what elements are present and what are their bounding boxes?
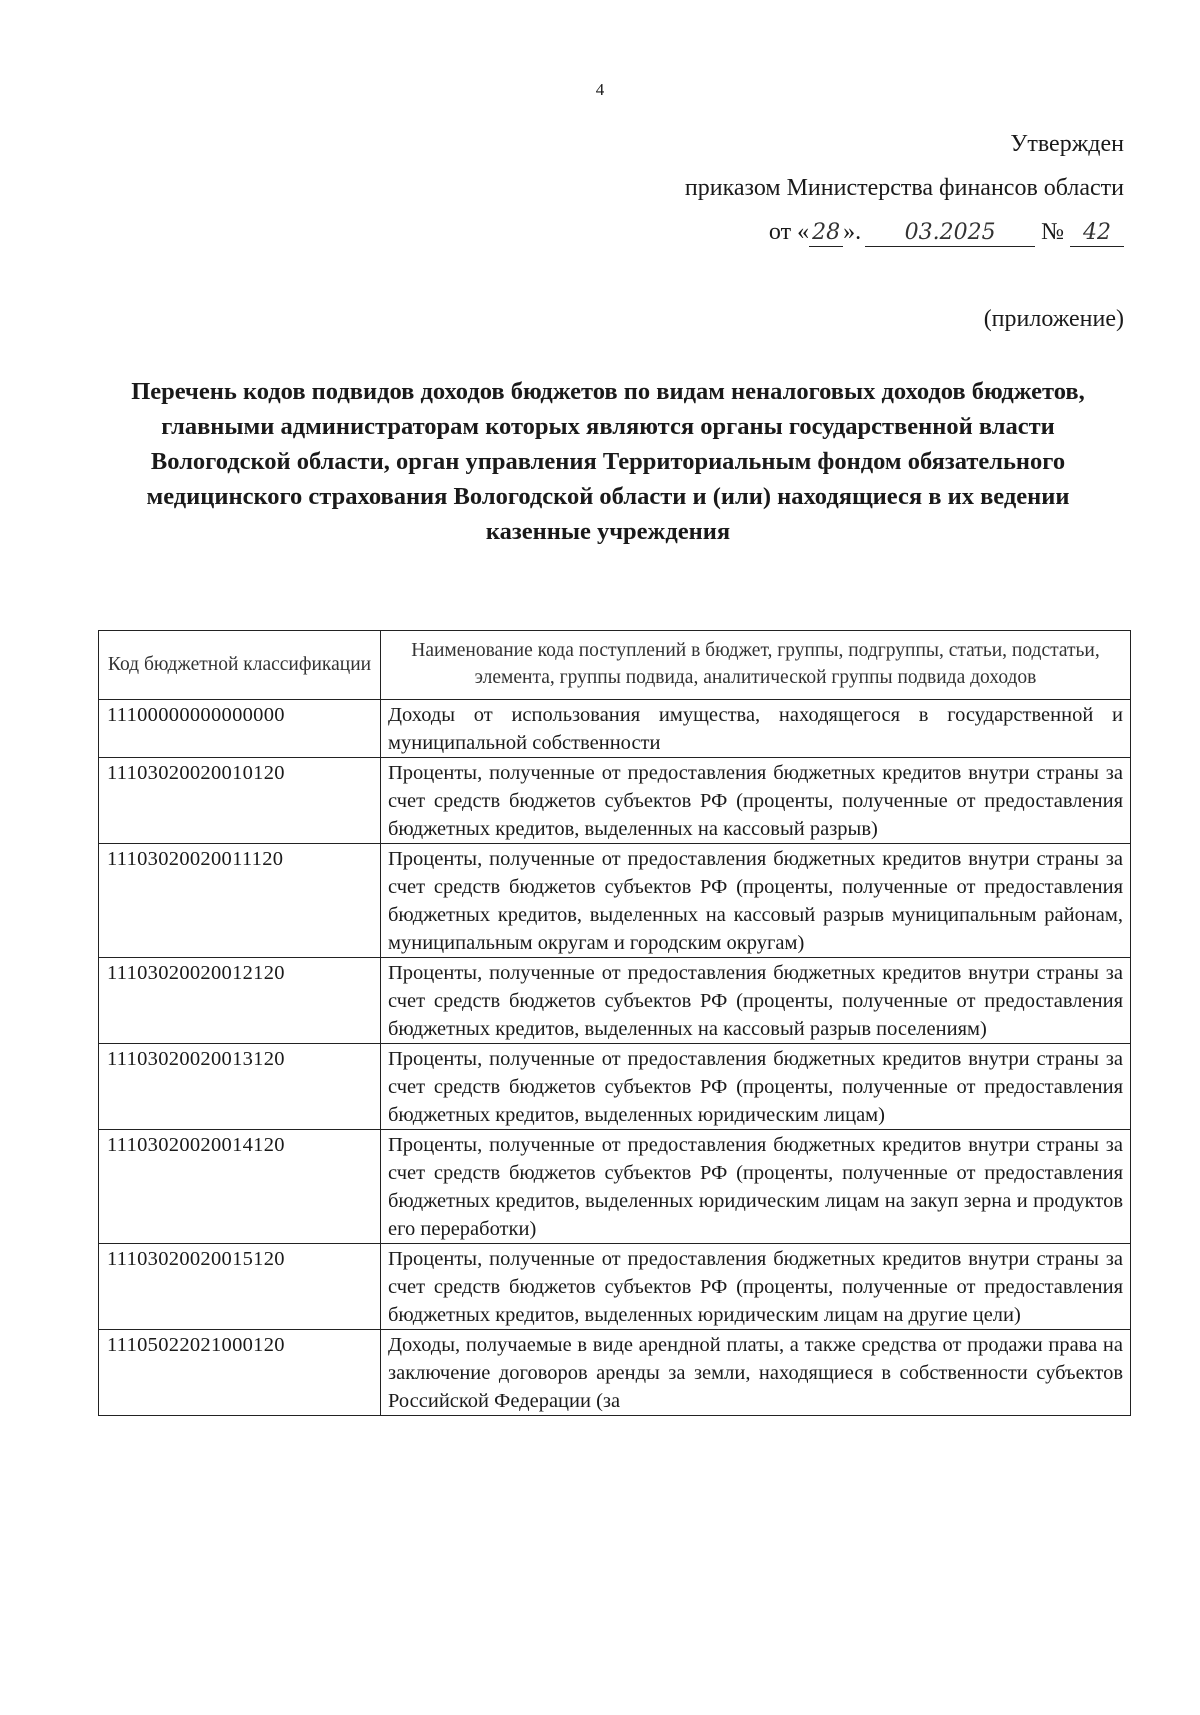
- document-title: Перечень кодов подвидов доходов бюджетов по видам неналоговых доходов бюджетов, главными администраторам которых являются органы государственной власти Вологодской области, орган управления Территориальным фондом обязательного медицинского страхования Вологодской области и (или) находящиеся в их ведении казенные учреждения: [131, 378, 1085, 545]
- handwritten-date: 03.2025: [865, 220, 1035, 247]
- row-name: Проценты, полученные от предоставления бюджетных кредитов внутри страны за счет средств бюджетов субъектов РФ (проценты, полученные от предоставления бюджетных кредитов, выделенных на кассовый разрыв поселениям): [381, 958, 1131, 1044]
- row-code: 11100000000000000: [99, 700, 381, 758]
- row-name: Проценты, полученные от предоставления бюджетных кредитов внутри страны за счет средств бюджетов субъектов РФ (проценты, полученные от предоставления бюджетных кредитов, выделенных юридическим лицам): [381, 1044, 1131, 1130]
- approval-date-line: [685, 210, 1124, 254]
- approval-block: [685, 122, 1124, 254]
- row-name: Доходы, получаемые в виде арендной платы, а также средства от продажи права на заключение договоров аренды за земли, находящиеся в собственности субъектов Российской Федерации (за: [381, 1330, 1131, 1416]
- row-code: 11105022021000120: [99, 1330, 381, 1416]
- approval-order-text: приказом Министерства финансов области: [684, 175, 1124, 201]
- page-number: 4: [595, 80, 605, 99]
- row-name: Проценты, полученные от предоставления бюджетных кредитов внутри страны за счет средств бюджетов субъектов РФ (проценты, полученные от предоставления бюджетных кредитов, выделенных на кассовый разрыв муниципальным районам, муниципальным округам и городским округам): [381, 844, 1131, 958]
- appendix-label: (приложение): [983, 306, 1124, 332]
- table-row: [99, 1330, 1131, 1416]
- row-name: Проценты, полученные от предоставления бюджетных кредитов внутри страны за счет средств бюджетов субъектов РФ (проценты, полученные от предоставления бюджетных кредитов, выделенных юридическим лицам на другие цели): [381, 1244, 1131, 1330]
- handwritten-day: 28: [809, 220, 843, 247]
- codes-table: [98, 630, 1131, 1416]
- table-header-row: [99, 631, 1131, 700]
- row-code: 11103020020014120: [99, 1130, 381, 1244]
- row-name: Доходы от использования имущества, находящегося в государственной и муниципальной собственности: [381, 700, 1131, 758]
- row-code: 11103020020013120: [99, 1044, 381, 1130]
- table-row: [99, 1044, 1131, 1130]
- number-label: №: [1041, 219, 1064, 245]
- date-prefix: от «: [768, 219, 810, 245]
- table-row: [99, 758, 1131, 844]
- table-row: [99, 700, 1131, 758]
- row-code: 11103020020010120: [99, 758, 381, 844]
- table-row: [99, 844, 1131, 958]
- header-name: Наименование кода поступлений в бюджет, группы, подгруппы, статьи, подстатьи, элемента, группы подвида, аналитической группы подвида доходов: [381, 631, 1131, 700]
- handwritten-order-number: 42: [1070, 220, 1124, 247]
- row-code: 11103020020015120: [99, 1244, 381, 1330]
- row-name: Проценты, полученные от предоставления бюджетных кредитов внутри страны за счет средств бюджетов субъектов РФ (проценты, полученные от предоставления бюджетных кредитов, выделенных юридическим лицам на закуп зерна и продуктов его переработки): [381, 1130, 1131, 1244]
- table-row: [99, 958, 1131, 1044]
- row-code: 11103020020011120: [99, 844, 381, 958]
- table-row: [99, 1130, 1131, 1244]
- date-mid: ».: [843, 219, 862, 245]
- table-row: [99, 1244, 1131, 1330]
- row-name: Проценты, полученные от предоставления бюджетных кредитов внутри страны за счет средств бюджетов субъектов РФ (проценты, полученные от предоставления бюджетных кредитов, выделенных на кассовый разрыв): [381, 758, 1131, 844]
- row-code: 11103020020012120: [99, 958, 381, 1044]
- header-code: Код бюджетной классификации: [99, 631, 381, 700]
- approval-heading: Утвержден: [1010, 131, 1124, 157]
